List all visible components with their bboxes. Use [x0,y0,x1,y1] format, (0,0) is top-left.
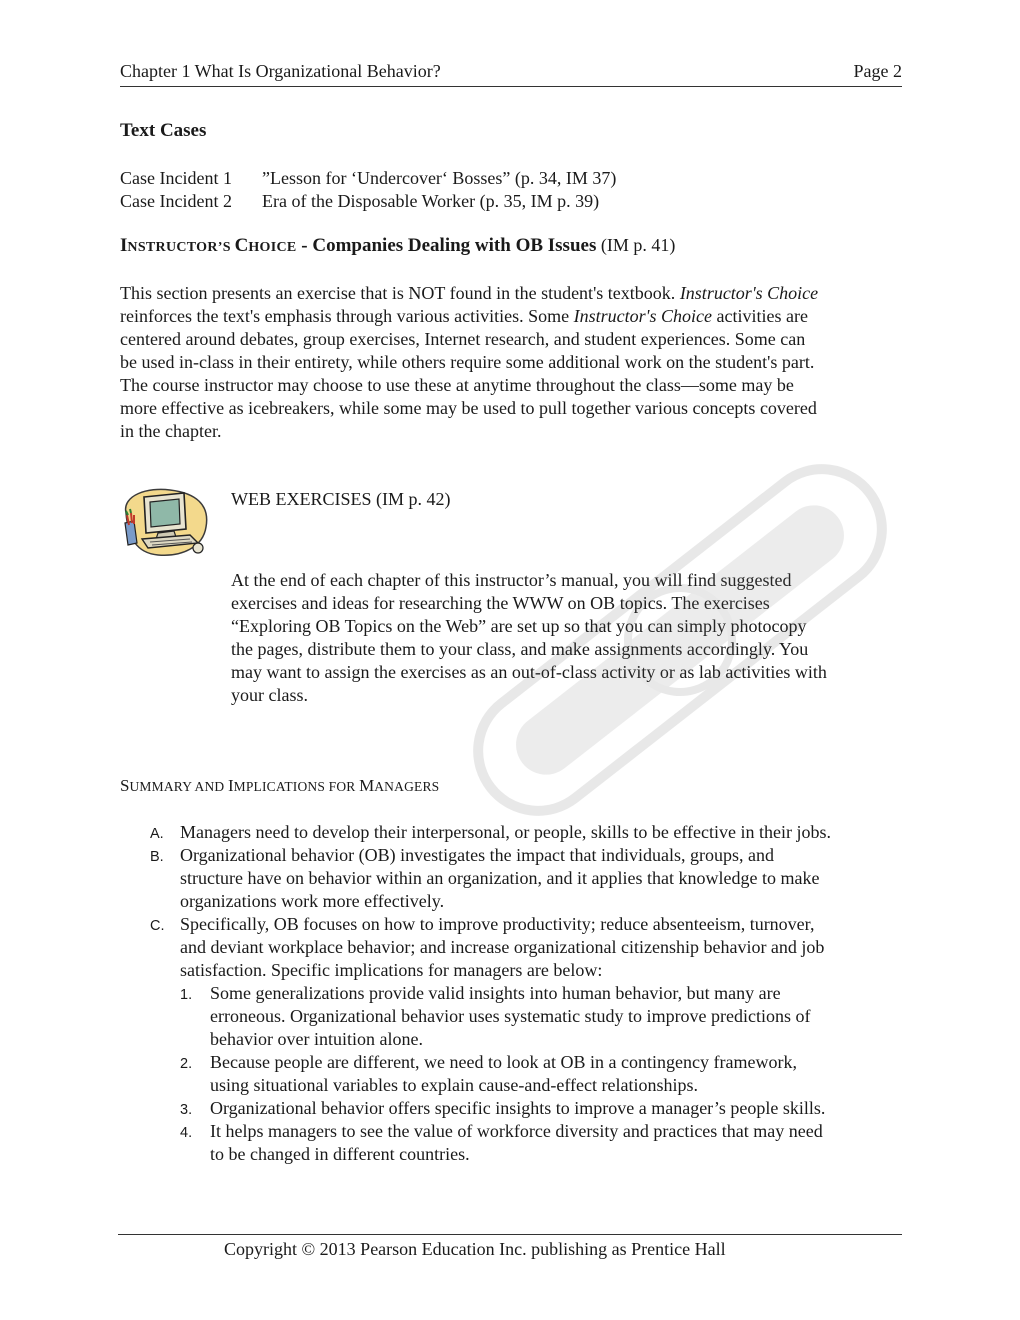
list-item [120,844,920,913]
text-segment: centered around debates, group exercises, Internet research, and student experiences. Some can [120,329,806,349]
list-item-line: behavior over intuition alone. [210,1029,423,1049]
case-label: Case Incident 1 [120,168,232,188]
list-item-line: using situational variables to explain cause-and-effect relationships. [210,1075,699,1095]
list-item-line: Specifically, OB focuses on how to improve productivity; reduce absenteeism, turnover, [180,914,815,934]
case-incident-1 [120,167,616,190]
instructors-choice-heading: INSTRUCTOR’S CHOICE - Companies Dealing with OB Issues (IM p. 41) [120,235,676,256]
list-item-line: to be changed in different countries. [210,1144,470,1164]
page-number: Page 2 [853,61,902,81]
list-item [120,821,920,844]
list-item-line: Because people are different, we need to look at OB in a contingency framework, [210,1052,797,1072]
list-marker: 1. [180,987,193,1003]
text-segment: activities are [711,306,808,326]
chapter-title: Chapter 1 What Is Organizational Behavior? [120,61,441,81]
paragraph-line: At the end of each chapter of this instructor’s manual, you will find suggested [231,570,792,590]
list-item [120,1051,920,1097]
list-marker: A. [150,826,164,842]
paragraph-line [120,305,902,328]
list-item-line: and deviant workplace behavior; and increase organizational citizenship behavior and job [180,937,825,957]
list-marker: C. [150,918,165,934]
list-item-line: satisfaction. Specific implications for managers are below: [180,960,603,980]
paragraph-line [120,420,902,443]
list-item-line: It helps managers to see the value of workforce diversity and practices that may need [210,1121,823,1141]
case-title: Era of the Disposable Worker (p. 35, IM p. 39) [262,191,600,211]
summary-list [120,821,920,1166]
text-segment: This section presents an exercise that is NOT found in the student's textbook. [120,283,680,303]
instructors-choice-paragraph [120,282,902,443]
paragraph-line: exercises and ideas for researching the WWW on OB topics. The exercises [231,593,770,613]
list-marker: 2. [180,1056,193,1072]
list-item-line: Organizational behavior offers specific insights to improve a manager’s people skills. [210,1098,826,1118]
paragraph-line [120,351,902,374]
list-item [120,982,920,1051]
case-label: Case Incident 2 [120,191,232,211]
list-item-line: organizations work more effectively. [180,891,445,911]
case-title: ”Lesson for ‘Undercover‘ Bosses” (p. 34, IM 37) [262,168,617,188]
list-marker: 3. [180,1102,193,1118]
paragraph-line: your class. [231,685,308,705]
page-header [120,60,902,87]
case-incident-2 [120,190,599,213]
list-item [120,913,920,982]
text-segment: in the chapter. [120,421,222,441]
paragraph-line [120,328,902,351]
list-item [120,1097,920,1120]
web-exercises-heading: WEB EXERCISES (IM p. 42) [231,489,451,509]
italic-term: Instructor's Choice [573,306,712,326]
paragraph-line [120,397,902,420]
list-item-line: Organizational behavior (OB) investigates the impact that individuals, groups, and [180,845,775,865]
text-segment: The course instructor may choose to use these at anytime throughout the class—some may be [120,375,794,395]
list-item-line: Some generalizations provide valid insights into human behavior, but many are [210,983,781,1003]
web-exercises-paragraph [231,569,903,707]
italic-term: Instructor's Choice [679,283,819,303]
text-segment: more effective as icebreakers, while some may be used to pull together various concepts covered [120,398,817,418]
computer-clipart-icon [118,485,210,559]
text-segment: reinforces the text's emphasis through various activities. Some [120,306,574,326]
text-cases-heading: Text Cases [120,120,207,141]
list-marker: B. [150,849,164,865]
paragraph-line [120,374,902,397]
list-item-line: structure have on behavior within an organization, and it applies that knowledge to make [180,868,820,888]
paragraph-line: may want to assign the exercises as an out-of-class activity or as lab activities with [231,662,827,682]
paragraph-line: “Exploring OB Topics on the Web” are set up so that you can simply photocopy [231,616,807,636]
paragraph-line [120,282,902,305]
copyright-footer: Copyright © 2013 Pearson Education Inc. publishing as Prentice Hall [224,1239,726,1259]
list-item-line: Managers need to develop their interpersonal, or people, skills to be effective in their jobs. [180,822,831,842]
footer-divider [118,1234,902,1235]
list-item [120,1120,920,1166]
list-item-line: erroneous. Organizational behavior uses systematic study to improve predictions of [210,1006,811,1026]
paragraph-line: the pages, distribute them to your class, and make assignments accordingly. You [231,639,809,659]
summary-heading: SUMMARY AND IMPLICATIONS FOR MANAGERS [120,776,440,795]
text-segment: be used in-class in their entirety, while others require some additional work on the student's part. [120,352,815,372]
list-marker: 4. [180,1125,193,1141]
